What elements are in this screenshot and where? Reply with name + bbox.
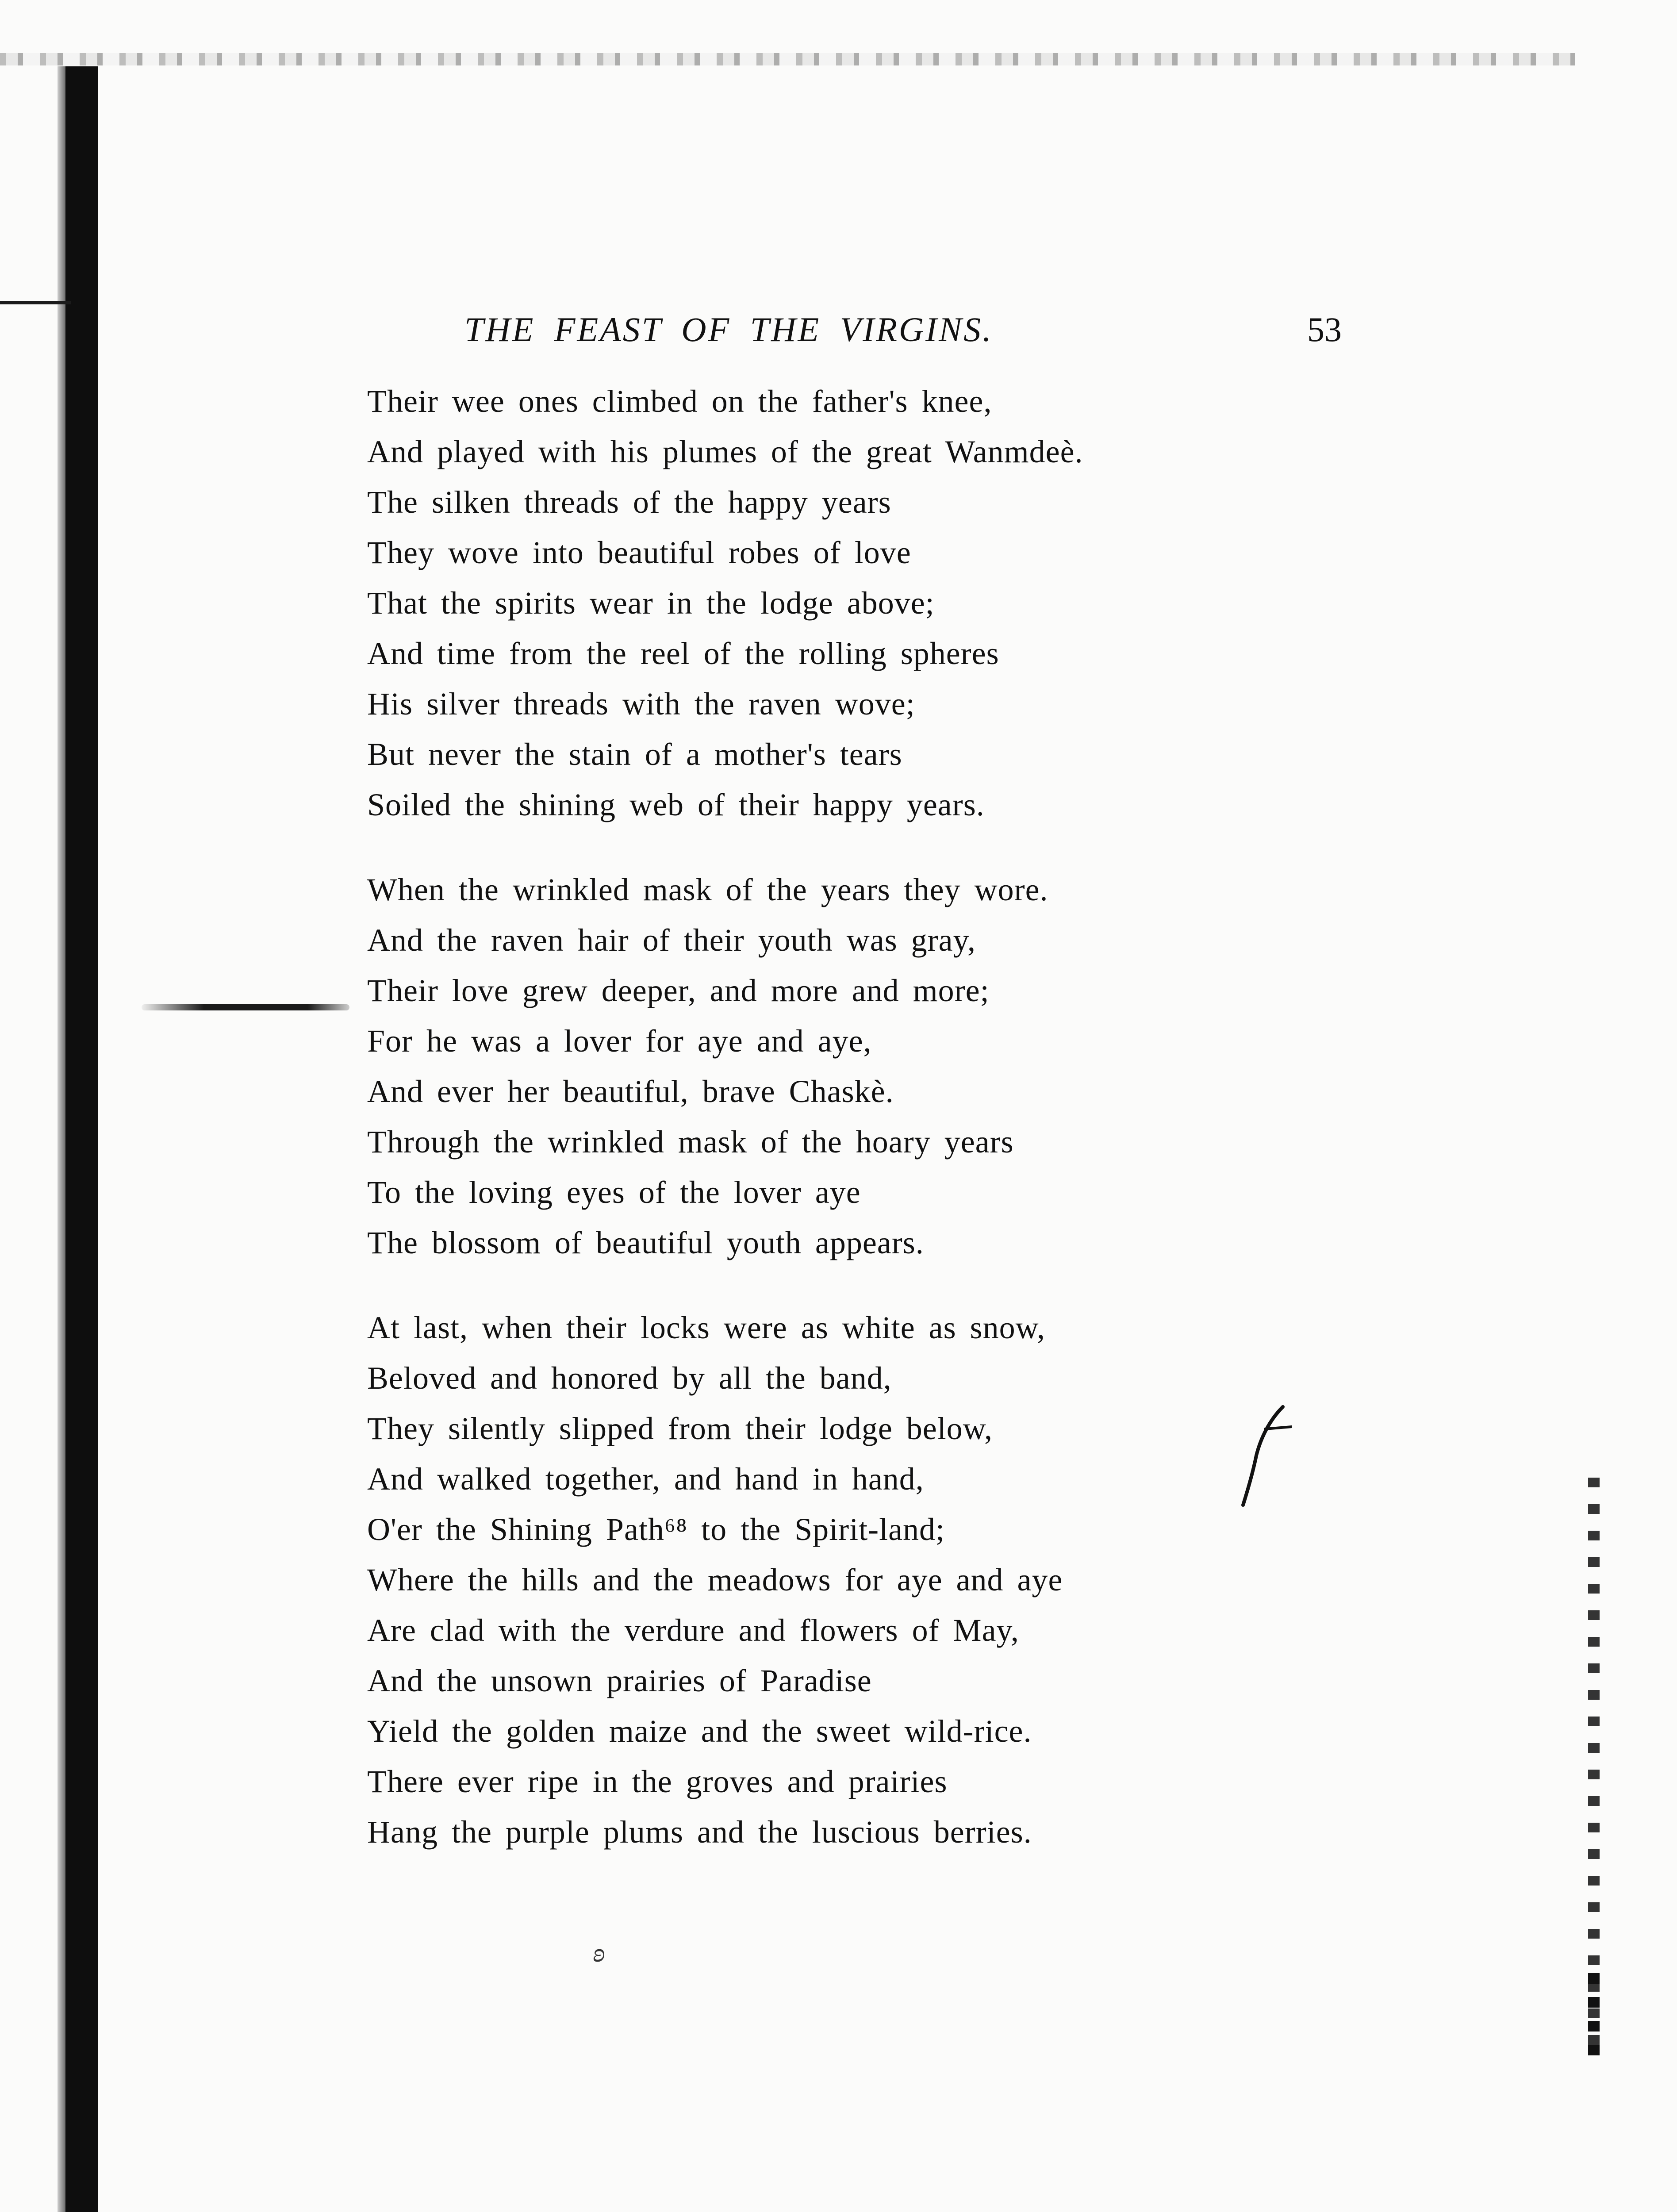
poem-line: For he was a lover for aye and aye, xyxy=(367,1023,872,1059)
poem-line: His silver threads with the raven wove; xyxy=(367,686,915,722)
poem-line: There ever ripe in the groves and prairies xyxy=(367,1764,948,1799)
margin-rule xyxy=(0,301,71,304)
poem-line: Yield the golden maize and the sweet wild-rice. xyxy=(367,1713,1032,1749)
poem-line: Their love grew deeper, and more and more; xyxy=(367,973,990,1008)
poem-line: The silken threads of the happy years xyxy=(367,484,891,520)
poem-line: And played with his plumes of the great Wanmdeè. xyxy=(367,434,1083,469)
ink-streak xyxy=(142,1004,349,1010)
edge-marks-lower xyxy=(1588,1973,1600,2062)
page-number: 53 xyxy=(1307,310,1342,349)
poem-line: To the loving eyes of the lover aye xyxy=(367,1175,861,1210)
poem-line: And walked together, and hand in hand, xyxy=(367,1461,924,1497)
poem-line: The blossom of beautiful youth appears. xyxy=(367,1225,924,1260)
poem-line: And the unsown prairies of Paradise xyxy=(367,1663,872,1698)
poem-line: Their wee ones climbed on the father's knee, xyxy=(367,384,992,419)
poem-line: When the wrinkled mask of the years they wore. xyxy=(367,872,1048,907)
poem-line: O'er the Shining Path⁶⁸ to the Spirit-land; xyxy=(367,1512,945,1547)
pencil-note: ʚ xyxy=(593,1938,606,1967)
stanza-3 xyxy=(367,1302,1252,1857)
poem-line: Where the hills and the meadows for aye and aye xyxy=(367,1562,1063,1598)
poem-body xyxy=(367,376,1252,1892)
poem-line: And ever her beautiful, brave Chaskè. xyxy=(367,1074,894,1109)
poem-line: But never the stain of a mother's tears xyxy=(367,737,902,772)
poem-line: And time from the reel of the rolling spheres xyxy=(367,636,999,671)
spine-shadow xyxy=(58,66,65,2212)
stanza-1 xyxy=(367,376,1252,830)
poem-line: And the raven hair of their youth was gray, xyxy=(367,922,976,958)
poem-line: Are clad with the verdure and flowers of May, xyxy=(367,1613,1019,1648)
poem-line: At last, when their locks were as white as snow, xyxy=(367,1310,1045,1345)
binding-spine xyxy=(65,66,98,2212)
page-top-edge xyxy=(0,53,1575,65)
poem-line: They silently slipped from their lodge below, xyxy=(367,1411,993,1446)
poem-line: Beloved and honored by all the band, xyxy=(367,1360,892,1396)
poem-line: They wove into beautiful robes of love xyxy=(367,535,911,570)
stanza-2 xyxy=(367,864,1252,1268)
poem-line: That the spirits wear in the lodge above; xyxy=(367,585,935,621)
poem-line: Hang the purple plums and the luscious berries. xyxy=(367,1814,1032,1850)
poem-line: Soiled the shining web of their happy years. xyxy=(367,787,985,822)
running-title: THE FEAST OF THE VIRGINS. xyxy=(464,310,993,349)
poem-line: Through the wrinkled mask of the hoary years xyxy=(367,1124,1014,1160)
